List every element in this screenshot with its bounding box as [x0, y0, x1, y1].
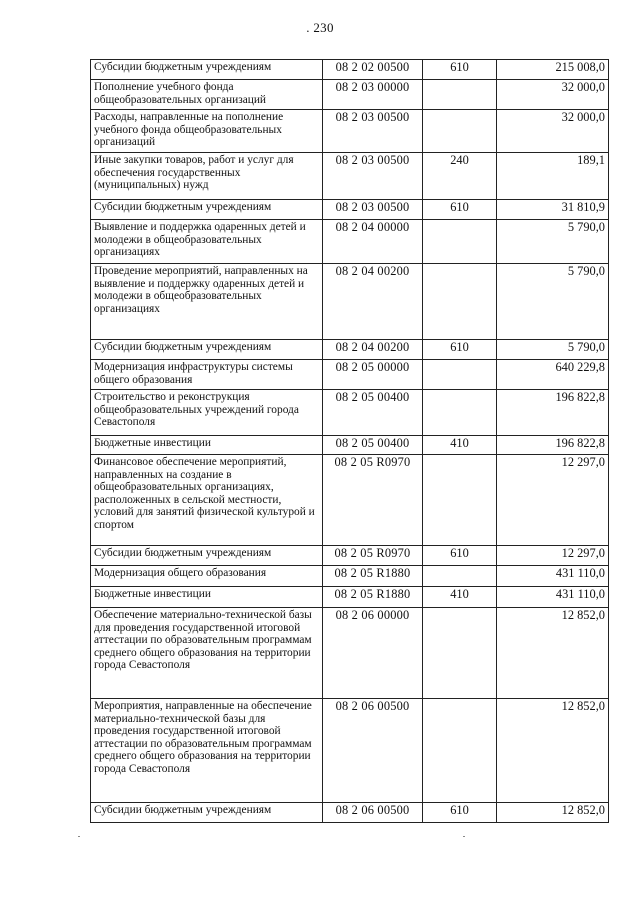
row-name: Обеспечение материально-технической базы для проведения государственной итоговой аттестации по образовательным программам среднего общего образования на территории города Севастополя: [91, 608, 323, 699]
row-code: 08 2 04 00200: [323, 264, 423, 340]
table-row: [91, 546, 609, 566]
row-name: Мероприятия, направленные на обеспечение материально-технической базы для проведения государственной итоговой аттестации по образовательным программам среднего общего образования на территории города Севастополя: [91, 699, 323, 803]
table-row: [91, 153, 609, 200]
row-sum: 189,1: [497, 153, 609, 200]
table-row: [91, 60, 609, 80]
row-name: Бюджетные инвестиции: [91, 587, 323, 608]
table-row: [91, 80, 609, 110]
row-sum: 12 852,0: [497, 608, 609, 699]
row-type: [423, 360, 497, 390]
row-name: Модернизация общего образования: [91, 566, 323, 587]
row-code: 08 2 05 00400: [323, 436, 423, 455]
row-code: 08 2 05 00000: [323, 360, 423, 390]
table-row: [91, 699, 609, 803]
row-sum: 32 000,0: [497, 110, 609, 153]
table-row: [91, 566, 609, 587]
row-type: [423, 80, 497, 110]
row-sum: 215 008,0: [497, 60, 609, 80]
row-sum: 12 852,0: [497, 803, 609, 823]
row-name: Субсидии бюджетным учреждениям: [91, 803, 323, 823]
row-type: 610: [423, 546, 497, 566]
row-name: Строительство и реконструкция общеобразовательных учреждений города Севастополя: [91, 390, 323, 436]
row-type: 610: [423, 340, 497, 360]
row-sum: 32 000,0: [497, 80, 609, 110]
row-name: Пополнение учебного фонда общеобразовательных организаций: [91, 80, 323, 110]
table-row: [91, 436, 609, 455]
row-code: 08 2 05 00400: [323, 390, 423, 436]
row-type: [423, 608, 497, 699]
row-name: Проведение мероприятий, направленных на выявление и поддержку одаренных детей и молодежи в общеобразовательных организациях: [91, 264, 323, 340]
table-row: [91, 220, 609, 264]
row-name: Модернизация инфраструктуры системы общего образования: [91, 360, 323, 390]
table-row: [91, 587, 609, 608]
row-name: Субсидии бюджетным учреждениям: [91, 340, 323, 360]
table-row: [91, 390, 609, 436]
row-sum: 5 790,0: [497, 220, 609, 264]
row-type: 240: [423, 153, 497, 200]
row-type: 610: [423, 60, 497, 80]
budget-table: [90, 59, 609, 823]
row-type: [423, 566, 497, 587]
table-row: [91, 264, 609, 340]
row-code: 08 2 05 R0970: [323, 455, 423, 546]
row-type: [423, 110, 497, 153]
row-code: 08 2 06 00500: [323, 699, 423, 803]
row-sum: 12 297,0: [497, 546, 609, 566]
row-name: Субсидии бюджетным учреждениям: [91, 546, 323, 566]
scan-speck: [78, 836, 80, 837]
row-code: 08 2 04 00000: [323, 220, 423, 264]
row-code: 08 2 05 R1880: [323, 566, 423, 587]
row-sum: 5 790,0: [497, 264, 609, 340]
row-sum: 431 110,0: [497, 587, 609, 608]
row-sum: 431 110,0: [497, 566, 609, 587]
row-sum: 31 810,9: [497, 200, 609, 220]
row-code: 08 2 06 00000: [323, 608, 423, 699]
row-type: 610: [423, 803, 497, 823]
row-sum: 12 852,0: [497, 699, 609, 803]
table-row: [91, 200, 609, 220]
row-name: Бюджетные инвестиции: [91, 436, 323, 455]
row-code: 08 2 05 R1880: [323, 587, 423, 608]
row-name: Субсидии бюджетным учреждениям: [91, 60, 323, 80]
page-number: . 230: [306, 20, 334, 35]
row-type: [423, 264, 497, 340]
row-type: 410: [423, 436, 497, 455]
row-sum: 196 822,8: [497, 436, 609, 455]
row-type: [423, 699, 497, 803]
row-code: 08 2 05 R0970: [323, 546, 423, 566]
row-name: Финансовое обеспечение мероприятий, направленных на создание в общеобразовательных организациях, расположенных в сельской местности, условий для занятий физической культурой и спортом: [91, 455, 323, 546]
row-sum: 12 297,0: [497, 455, 609, 546]
row-sum: 5 790,0: [497, 340, 609, 360]
row-type: 610: [423, 200, 497, 220]
row-code: 08 2 03 00500: [323, 153, 423, 200]
row-name: Иные закупки товаров, работ и услуг для обеспечения государственных (муниципальных) нужд: [91, 153, 323, 200]
row-code: 08 2 03 00500: [323, 200, 423, 220]
row-code: 08 2 03 00500: [323, 110, 423, 153]
row-code: 08 2 06 00500: [323, 803, 423, 823]
row-sum: 640 229,8: [497, 360, 609, 390]
row-code: 08 2 04 00200: [323, 340, 423, 360]
row-type: [423, 455, 497, 546]
row-name: Субсидии бюджетным учреждениям: [91, 200, 323, 220]
table-row: [91, 608, 609, 699]
row-code: 08 2 03 00000: [323, 80, 423, 110]
table-row: [91, 455, 609, 546]
table-row: [91, 803, 609, 823]
row-code: 08 2 02 00500: [323, 60, 423, 80]
row-type: [423, 220, 497, 264]
table-row: [91, 340, 609, 360]
row-sum: 196 822,8: [497, 390, 609, 436]
row-type: [423, 390, 497, 436]
table-row: [91, 360, 609, 390]
row-type: 410: [423, 587, 497, 608]
row-name: Расходы, направленные на пополнение учебного фонда общеобразовательных организаций: [91, 110, 323, 153]
scan-speck: [463, 836, 465, 837]
table-row: [91, 110, 609, 153]
row-name: Выявление и поддержка одаренных детей и молодежи в общеобразовательных организациях: [91, 220, 323, 264]
